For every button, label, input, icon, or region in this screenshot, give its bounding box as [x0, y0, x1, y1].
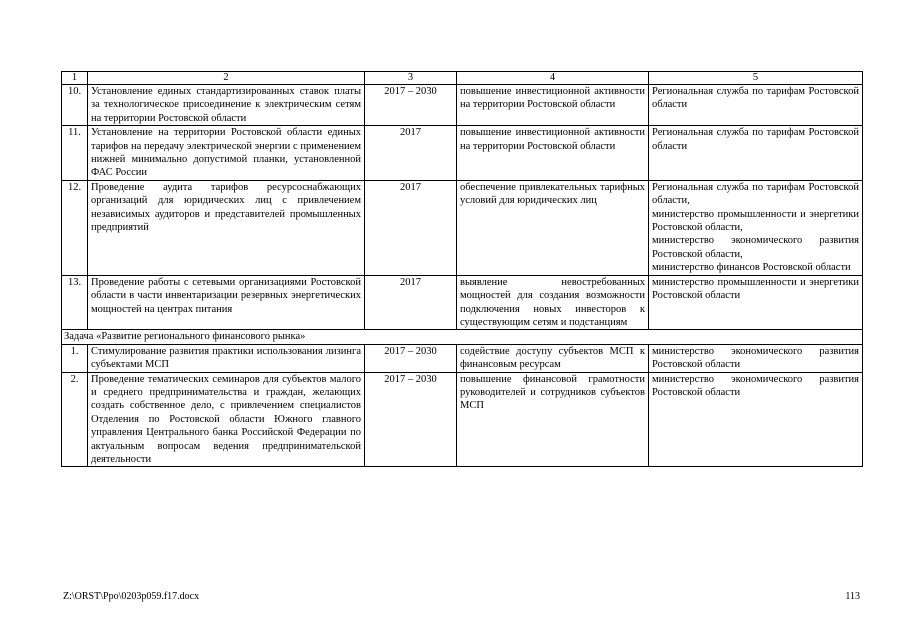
measures-table [61, 71, 863, 467]
responsible-text: Региональная служба по тарифам Ростовской области [652, 127, 859, 152]
period-text: 2017 [365, 275, 457, 330]
footer-file-path: Z:\ORST\Ppo\0203p059.f17.docx [63, 591, 200, 602]
responsible-text: министерство финансов Ростовской области [652, 262, 851, 274]
row-number: 11. [62, 126, 88, 181]
responsible-text: министерство экономического развития Ростовской области [652, 345, 859, 371]
period-text: 2017 [365, 180, 457, 275]
responsible-cell [649, 275, 863, 330]
measure-text: Стимулирование развития практики использования лизинга субъектами МСП [88, 344, 365, 372]
header-cell: 3 [365, 72, 457, 85]
section-row [62, 330, 863, 344]
period-text: 2017 – 2030 [365, 372, 457, 467]
measure-text: Проведение аудита тарифов ресурсоснабжающих организаций для юридических лиц с привлечением независимых аудиторов и представителей промышленных предприятий [88, 180, 365, 275]
row-number: 13. [62, 275, 88, 330]
responsible-cell [649, 344, 863, 372]
responsible-text: министерство промышленности и энергетики Ростовской области, [652, 208, 859, 234]
measure-text: Установление единых стандартизированных ставок платы за технологическое присоединение к электрическим сетям на территории Ростовской области [88, 85, 365, 126]
header-row [62, 72, 863, 85]
responsible-cell [649, 372, 863, 467]
responsible-text: Региональная служба по тарифам Ростовской области, [652, 181, 859, 207]
responsible-text: Региональная служба по тарифам Ростовской области [652, 86, 859, 111]
result-text: обеспечение привлекательных тарифных условий для юридических лиц [457, 180, 649, 275]
result-text: содействие доступу субъектов МСП к финансовым ресурсам [457, 344, 649, 372]
result-text: повышение инвестиционной активности на территории Ростовской области [457, 126, 649, 181]
result-text: выявление невостребованных мощностей для создания возможности подключения новых инвесторов к существующим сетям и подстанциям [457, 275, 649, 330]
header-cell: 1 [62, 72, 88, 85]
responsible-text: министерство экономического развития Ростовской области, [652, 235, 859, 260]
header-cell: 5 [649, 72, 863, 85]
measure-text: Установление на территории Ростовской области единых тарифов на передачу электрической энергии с применением нижней минимально допустимой планки, установленной ФАС России [88, 126, 365, 181]
row-number: 1. [62, 344, 88, 372]
footer-page-number: 113 [845, 591, 860, 602]
row-number: 2. [62, 372, 88, 467]
period-text: 2017 [365, 126, 457, 181]
responsible-cell [649, 126, 863, 181]
responsible-text: министерство экономического развития Ростовской области [652, 373, 859, 398]
header-cell: 2 [88, 72, 365, 85]
measure-text: Проведение работы с сетевыми организациями Ростовской области в части инвентаризации резервных энергетических мощностей на центрах питания [88, 275, 365, 330]
result-text: повышение финансовой грамотности руководителей и сотрудников субъектов МСП [457, 372, 649, 467]
header-cell: 4 [457, 72, 649, 85]
section-title: Задача «Развитие регионального финансового рынка» [62, 330, 863, 344]
period-text: 2017 – 2030 [365, 85, 457, 126]
row-number: 10. [62, 85, 88, 126]
responsible-cell [649, 180, 863, 275]
responsible-text: министерство промышленности и энергетики Ростовской области [652, 276, 859, 302]
table-row [62, 344, 863, 372]
table-row [62, 275, 863, 330]
table-row [62, 126, 863, 181]
row-number: 12. [62, 180, 88, 275]
table-row [62, 85, 863, 126]
table-row [62, 372, 863, 467]
table-row [62, 180, 863, 275]
period-text: 2017 – 2030 [365, 344, 457, 372]
responsible-cell [649, 85, 863, 126]
measure-text: Проведение тематических семинаров для субъектов малого и среднего предпринимательства и граждан, желающих создать собственное дело, с привлечением специалистов Отделения по Ростовской области Южного главного управления Центрального банка Российской Федерации по актуальным вопросам ведения предпринимательской деятельности [88, 372, 365, 467]
result-text: повышение инвестиционной активности на территории Ростовской области [457, 85, 649, 126]
